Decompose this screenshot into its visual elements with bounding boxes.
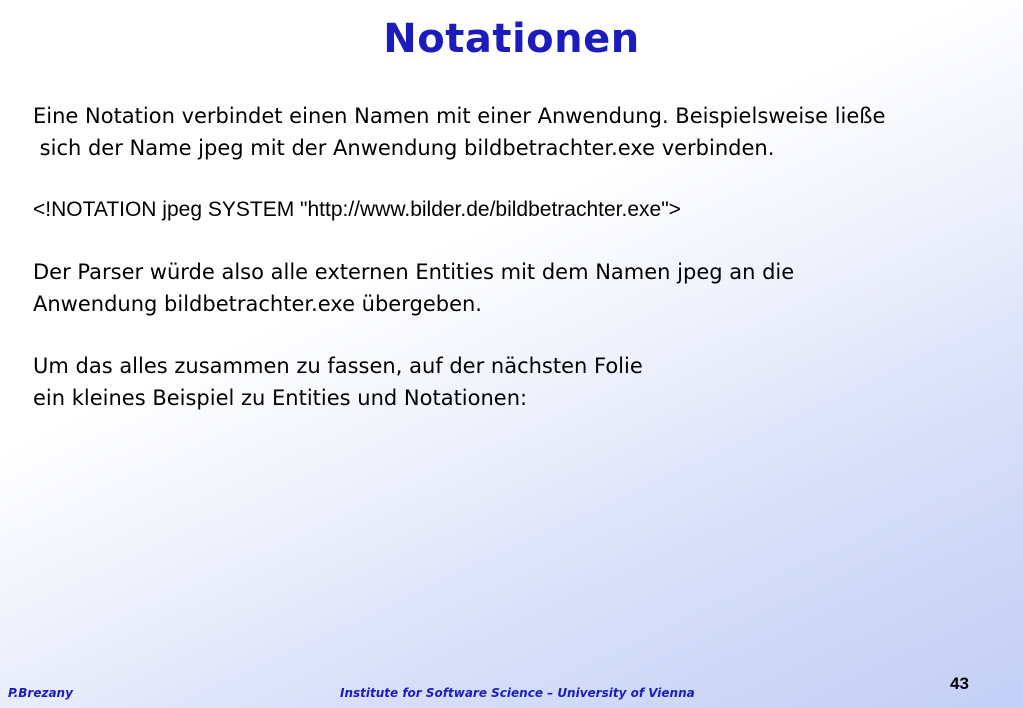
slide-title: Notationen bbox=[383, 16, 640, 62]
paragraph-line: ein kleines Beispiel zu Entities und Notationen: bbox=[33, 386, 528, 410]
notation-code-example: <!NOTATION jpeg SYSTEM "http://www.bilder.de/bildbetrachter.exe"> bbox=[33, 198, 681, 221]
footer-institute: Institute for Software Science – University of Vienna bbox=[340, 686, 695, 700]
paragraph-line: sich der Name jpeg mit der Anwendung bildbetrachter.exe verbinden. bbox=[33, 136, 775, 160]
footer-author: P.Brezany bbox=[8, 686, 73, 700]
paragraph-line: Der Parser würde also alle externen Entities mit dem Namen jpeg an die bbox=[33, 260, 795, 284]
paragraph-line: Anwendung bildbetrachter.exe übergeben. bbox=[33, 292, 482, 316]
paragraph-line: Eine Notation verbindet einen Namen mit einer Anwendung. Beispielsweise ließe bbox=[33, 104, 886, 128]
paragraph-line: Um das alles zusammen zu fassen, auf der nächsten Folie bbox=[33, 354, 643, 378]
slide-body bbox=[33, 100, 1018, 414]
spacer bbox=[33, 226, 1018, 256]
spacer bbox=[33, 164, 1018, 194]
spacer bbox=[33, 320, 1018, 350]
page-number: 43 bbox=[950, 674, 969, 693]
